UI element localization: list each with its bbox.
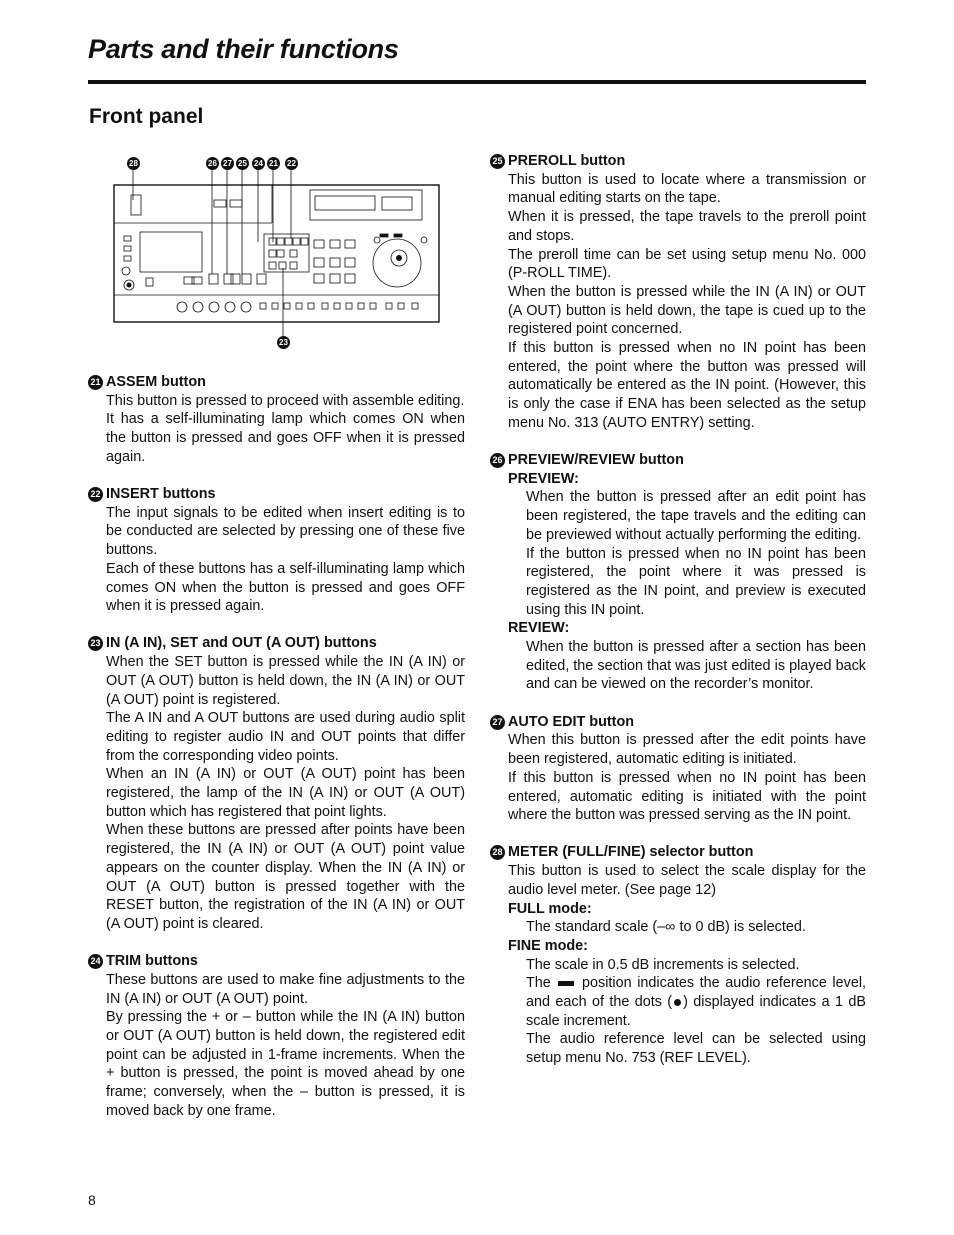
item-paragraph: When these buttons are pressed after points have been registered, the IN (A IN) or OUT (A OUT) point value appears on the counter display. When the IN (A IN) or OUT (A OUT) button is pressed together with the RESET button, the registration of the IN (A IN) or OUT (A OUT) point is cleared.: [106, 822, 465, 932]
item-number-badge: 26: [490, 453, 505, 468]
item-paragraph: This button is used to select the scale display for the audio level meter. (See page 12): [508, 863, 866, 898]
subheading-fine-mode: FINE mode:: [508, 937, 588, 954]
item-number-badge: 22: [88, 487, 103, 502]
subheading-preview: PREVIEW:: [508, 470, 579, 487]
item-insert: [88, 485, 465, 616]
item-number-badge: 27: [490, 715, 505, 730]
item-title: TRIM buttons: [106, 953, 198, 970]
item-paragraph: By pressing the + or – button while the IN (A IN) button or OUT (A OUT) button is held down, the registered edit point can be adjusted in 1-frame increments. When the + button is pressed, the point is moved ahead by one frame; conversely, when the – button is pressed, it is moved back by one frame.: [106, 1009, 465, 1119]
item-paragraph: When the button is pressed after a section has been edited, the section that was just edited is played back and can be viewed on the recorder’s monitor.: [526, 639, 866, 693]
text-span: position indicates the audio reference level, and each of the dots (: [526, 975, 867, 1011]
item-number-badge: 25: [490, 154, 505, 169]
item-title: PREROLL button: [508, 153, 626, 169]
reference-bar-icon: [558, 981, 574, 986]
item-trim: [88, 952, 465, 1120]
callout-26: 26: [206, 157, 219, 170]
item-title: METER (FULL/FINE) selector button: [508, 844, 754, 861]
callout-28: 28: [127, 157, 140, 170]
item-title: IN (A IN), SET and OUT (A OUT) buttons: [106, 635, 377, 652]
right-column: [490, 152, 866, 1086]
text-span: ) displayed indicates a 1 dB scale increment.: [526, 994, 866, 1029]
item-number-badge: 24: [88, 954, 103, 969]
item-paragraph: When the button is pressed after an edit point has been registered, the tape travels and the editing can be previewed without actually performing the editing.: [526, 489, 866, 543]
callout-23: 23: [277, 336, 290, 349]
item-paragraph: When this button is pressed after the edit points have been registered, automatic editing is initiated.: [508, 732, 866, 768]
item-paragraph: If this button is pressed when no IN point has been entered, automatic editing is initiated with the point where the button was pressed serving as the IN point.: [508, 769, 866, 824]
item-number-badge: 23: [88, 636, 103, 651]
item-paragraph: These buttons are used to make fine adjustments to the IN (A IN) or OUT (A OUT) point.: [106, 971, 465, 1007]
item-title: AUTO EDIT button: [508, 713, 635, 730]
item-meter: [490, 843, 866, 1067]
item-paragraph: This button is used to locate where a transmission or manual editing starts on the tape.: [508, 171, 866, 207]
title-rule: [88, 80, 866, 84]
left-column: [88, 373, 465, 1139]
callout-27: 27: [221, 157, 234, 170]
item-paragraph: If this button is pressed when no IN point has been entered, the point where the button was pressed will automatically be entered as the IN point. (However, this is only the case if ENA has been selected as the setup menu No. 313 (AUTO ENTRY) setting.: [508, 340, 866, 431]
item-paragraph: When it is pressed, the tape travels to the preroll point and stops.: [508, 209, 866, 244]
item-paragraph: The audio reference level can be selected using setup menu No. 753 (REF LEVEL).: [526, 1031, 866, 1067]
item-preview-review: [490, 451, 866, 694]
item-paragraph: [526, 974, 866, 1030]
item-paragraph: The preroll time can be set using setup menu No. 000 (P-ROLL TIME).: [508, 246, 866, 282]
item-paragraph: When the SET button is pressed while the IN (A IN) or OUT (A OUT) button is held down, the IN (A IN) or OUT (A OUT) point is registered.: [106, 654, 465, 708]
item-assem: [88, 373, 465, 467]
item-paragraph: The scale in 0.5 dB increments is selected.: [526, 956, 800, 973]
subheading-review: REVIEW:: [508, 620, 570, 637]
item-paragraph: The standard scale (–∞ to 0 dB) is selected.: [526, 919, 806, 936]
item-paragraph: Each of these buttons has a self-illuminating lamp which comes ON when the button is pressed and goes OFF when it is pressed again.: [106, 560, 465, 615]
item-title: INSERT buttons: [106, 486, 216, 503]
callout-21: 21: [267, 157, 280, 170]
front-panel-illustration: [112, 150, 442, 350]
item-title: ASSEM button: [106, 374, 206, 390]
panel-drawing: [112, 150, 442, 350]
section-title: Front panel: [89, 105, 204, 128]
page-number: 8: [88, 1192, 96, 1208]
text-span: The: [526, 975, 551, 992]
item-paragraph: It has a self-illuminating lamp which comes ON when the button is pressed and goes OFF when it is pressed again.: [106, 411, 465, 465]
item-preroll: [490, 152, 866, 433]
item-title: PREVIEW/REVIEW button: [508, 452, 684, 469]
callout-24: 24: [252, 157, 265, 170]
item-number-badge: 28: [490, 845, 505, 860]
dot-icon: [674, 999, 681, 1006]
subheading-full-mode: FULL mode:: [508, 900, 592, 917]
item-paragraph: The input signals to be edited when insert editing is to be conducted are selected by pressing one of these five buttons.: [106, 504, 465, 559]
item-number-badge: 21: [88, 375, 103, 390]
page-title: Parts and their functions: [88, 34, 399, 64]
item-paragraph: The A IN and A OUT buttons are used during audio split editing to register audio IN and OUT points that differ from the corresponding video points.: [106, 710, 465, 764]
item-in-set-out: [88, 634, 465, 933]
item-paragraph: If the button is pressed when no IN point has been registered, the point where it was pressed is registered as the IN point, and preview is executed using this IN point.: [526, 545, 866, 618]
item-paragraph: When an IN (A IN) or OUT (A OUT) point has been registered, the lamp of the IN (A IN) or OUT (A OUT) button which has registered that point lights.: [106, 766, 465, 820]
item-auto-edit: [490, 713, 866, 825]
callout-22: 22: [285, 157, 298, 170]
item-paragraph: This button is pressed to proceed with assemble editing.: [106, 392, 465, 409]
callout-25: 25: [236, 157, 249, 170]
item-paragraph: When the button is pressed while the IN (A IN) or OUT (A OUT) button is held down, the tape is cued up to the registered point concerned.: [508, 283, 866, 338]
